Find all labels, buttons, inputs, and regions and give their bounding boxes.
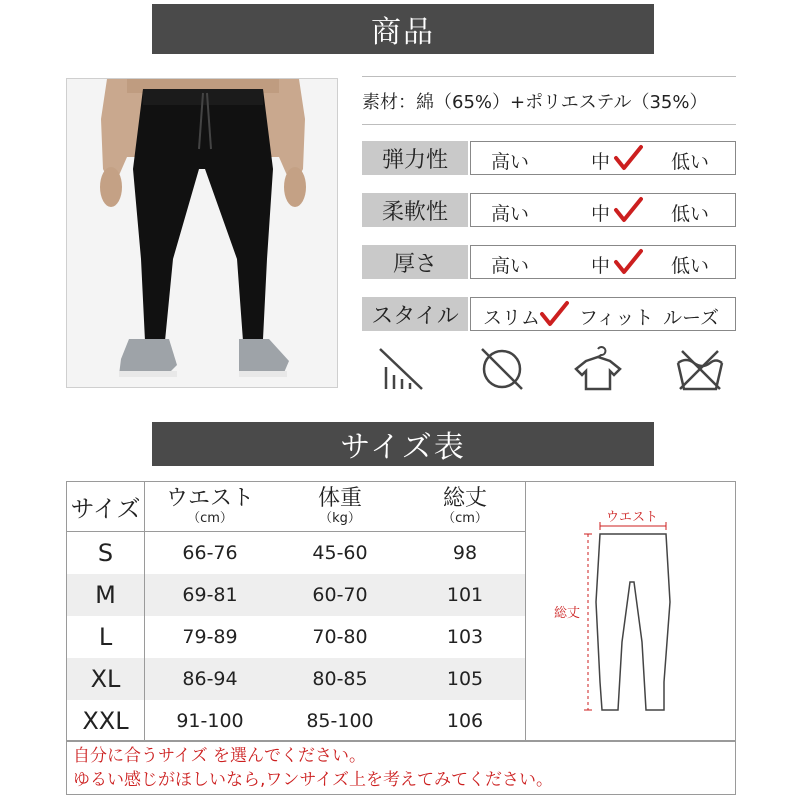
table-cell: 66-76 — [182, 542, 238, 564]
divider — [362, 124, 736, 125]
table-cell: 106 — [446, 710, 484, 732]
attribute-option: 中 — [591, 151, 611, 173]
header-weight-unit: （kg） — [319, 511, 361, 526]
attribute-option: 高い — [491, 203, 530, 225]
attribute-option: 低い — [671, 151, 710, 173]
attribute-label: 弾力性 — [362, 141, 468, 175]
checkmark-icon — [613, 144, 643, 172]
attribute-label: 厚さ — [362, 245, 468, 279]
table-cell: XL — [67, 658, 145, 700]
attribute-options — [470, 193, 736, 227]
attribute-option: 中 — [591, 203, 611, 225]
waist-label: ウエスト — [606, 510, 659, 525]
header-size-label: サイズ — [70, 495, 141, 523]
table-cell: M — [67, 574, 145, 616]
table-row — [67, 574, 525, 616]
table-cell: L — [67, 616, 145, 658]
table-cell: XXL — [67, 700, 145, 742]
size-chart-title: サイズ表 — [340, 430, 466, 465]
header-length-unit: （cm） — [442, 511, 488, 526]
product-banner-title: 商品 — [371, 15, 435, 50]
size-advice-note — [66, 741, 736, 795]
pants-model-image — [67, 79, 338, 388]
product-photo — [66, 78, 338, 388]
size-table — [66, 481, 526, 741]
table-cell: 85-100 — [306, 710, 374, 732]
table-row — [67, 532, 525, 574]
attribute-option: 高い — [491, 151, 530, 173]
header-weight-label: 体重 — [317, 486, 362, 511]
measurement-diagram — [526, 481, 736, 741]
table-cell: 101 — [446, 584, 484, 606]
attribute-option: 低い — [671, 203, 710, 225]
note-line-2: ゆるい感じがほしいなら,ワンサイズ上を考えてみてください。 — [73, 770, 554, 790]
header-length-label: 総丈 — [442, 486, 487, 511]
table-cell: 79-89 — [182, 626, 238, 648]
length-label: 総丈 — [554, 606, 581, 621]
material-text: 素材：綿（65%）+ポリエステル（35%） — [362, 92, 708, 113]
header-weight — [275, 482, 405, 531]
divider — [362, 76, 736, 77]
table-cell: 80-85 — [312, 668, 368, 690]
table-cell: 60-70 — [312, 584, 368, 606]
do-not-wash-icon — [674, 345, 726, 393]
attribute-label: 柔軟性 — [362, 193, 468, 227]
table-cell: 91-100 — [176, 710, 244, 732]
attribute-options — [470, 141, 736, 175]
table-cell: 86-94 — [182, 668, 238, 690]
table-row — [67, 616, 525, 658]
checkmark-icon — [613, 248, 643, 276]
note-line-1: 自分に合うサイズ を選んでください。 — [73, 746, 367, 766]
table-cell: 70-80 — [312, 626, 368, 648]
attribute-options — [470, 245, 736, 279]
attribute-option: ルーズ — [663, 307, 720, 329]
attribute-option: 低い — [671, 255, 710, 277]
attribute-label: スタイル — [362, 297, 468, 331]
table-row — [67, 700, 525, 742]
size-chart-banner — [152, 422, 654, 466]
hang-dry-icon — [572, 345, 624, 393]
table-cell: S — [67, 532, 145, 574]
do-not-tumble-dry-icon — [476, 345, 528, 393]
table-cell: 103 — [446, 626, 484, 648]
table-cell: 105 — [446, 668, 484, 690]
header-size — [67, 482, 145, 531]
tumble-dry-low-icon — [376, 345, 428, 393]
table-row — [67, 658, 525, 700]
attribute-option: 中 — [591, 255, 611, 277]
table-header-row — [67, 482, 525, 532]
attribute-options — [470, 297, 736, 331]
header-waist — [145, 482, 275, 531]
header-waist-unit: （cm） — [187, 511, 233, 526]
header-length — [405, 482, 525, 531]
attribute-option: フィット — [579, 307, 654, 329]
table-cell: 69-81 — [182, 584, 238, 606]
table-cell: 98 — [452, 542, 478, 564]
product-banner — [152, 4, 654, 54]
checkmark-icon — [539, 300, 569, 328]
checkmark-icon — [613, 196, 643, 224]
table-cell: 45-60 — [312, 542, 368, 564]
attribute-option: 高い — [491, 255, 530, 277]
attribute-option: スリム — [483, 307, 541, 329]
header-waist-label: ウエスト — [165, 486, 254, 511]
